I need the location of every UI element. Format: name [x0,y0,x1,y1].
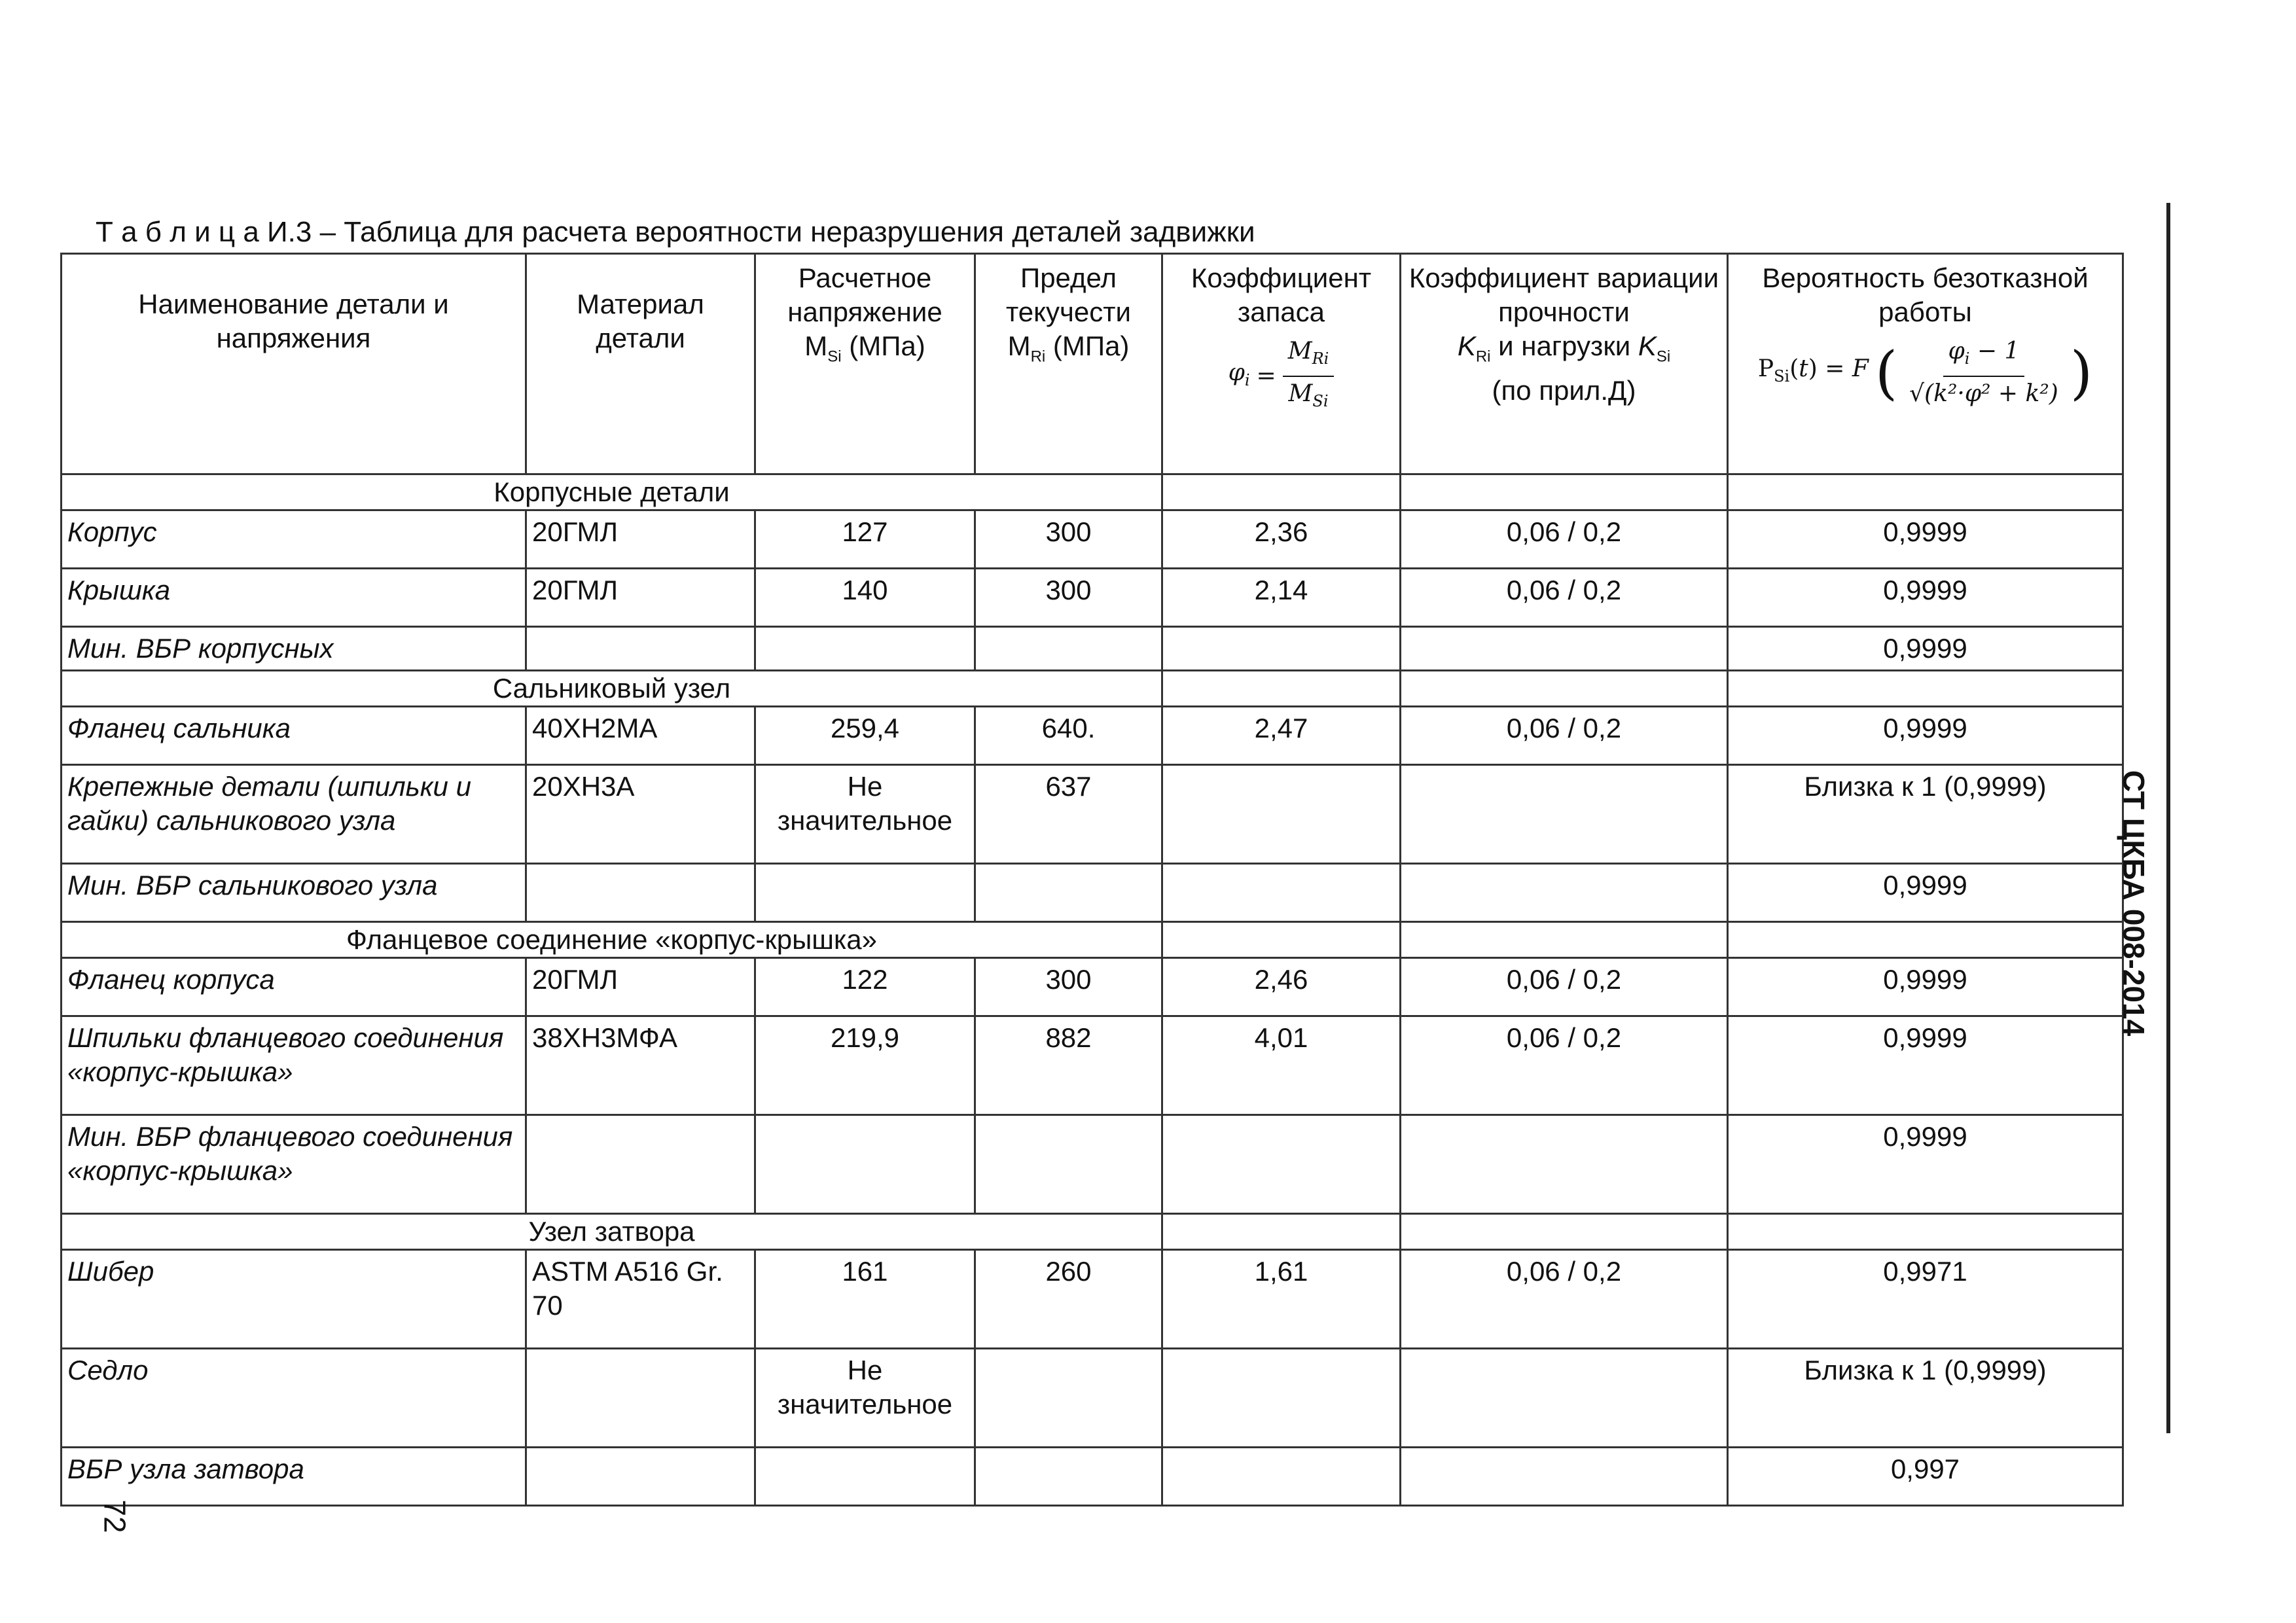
yield-strength: 640. [975,707,1162,765]
material: 20ХН3А [526,765,755,864]
design-stress: 127 [755,510,975,569]
summary-row [62,864,2123,922]
safety-factor-formula: $\varphi_i$ = $\frac{M_{Ri}}{M_{Si}}$ [1168,334,1394,418]
safety-factor: 2,47 [1162,707,1401,765]
material: 40ХН2МА [526,707,755,765]
material: 20ГМЛ [526,958,755,1016]
material: 20ГМЛ [526,569,755,627]
yield-strength: 882 [975,1016,1162,1115]
variation-coefficient: 0,06 / 0,2 [1401,958,1728,1016]
part-name: Крышка [62,569,526,627]
design-stress: 219,9 [755,1016,975,1115]
table-row [62,1349,2123,1448]
summary-label: Мин. ВБР корпусных [62,627,526,671]
header-part-name: Наименование детали и напряжения [62,254,526,474]
material: 20ГМЛ [526,510,755,569]
yield-strength: 300 [975,569,1162,627]
reliability: 0,9971 [1728,1250,2123,1349]
table-row [62,1016,2123,1115]
table-row [62,1250,2123,1349]
summary-row [62,1115,2123,1214]
reliability: 0,9999 [1728,707,2123,765]
yield-strength: 300 [975,510,1162,569]
material: 38ХН3МФА [526,1016,755,1115]
variation-coefficient: 0,06 / 0,2 [1401,510,1728,569]
design-stress: Не значительное [755,1349,975,1448]
safety-factor: 2,14 [1162,569,1401,627]
probability-table [60,253,2124,1507]
yield-strength: 637 [975,765,1162,864]
reliability: 0,9999 [1728,1115,2123,1214]
right-margin-rule [2166,203,2170,1433]
reliability: 0,9999 [1728,864,2123,922]
part-name: Крепежные детали (шпильки и гайки) сальникового узла [62,765,526,864]
safety-factor: 2,36 [1162,510,1401,569]
reliability: 0,997 [1728,1448,2123,1506]
part-name: Шпильки фланцевого соединения «корпус-крышка» [62,1016,526,1115]
table-row [62,569,2123,627]
section-title: Узел затвора [62,1214,1162,1250]
design-stress: 259,4 [755,707,975,765]
section-title: Сальниковый узел [62,671,1162,707]
header-variation-coefficient: Коэффициент вариации прочности $K_{Ri}$ и нагрузки $K_{Si}$ (по прил.Д) [1401,254,1728,474]
reliability: 0,9999 [1728,569,2123,627]
yield-strength: 300 [975,958,1162,1016]
reliability: 0,9999 [1728,510,2123,569]
safety-factor: 4,01 [1162,1016,1401,1115]
header-yield-strength: Предел текучести $M_{Ri}$ (МПа) [975,254,1162,474]
section-row [62,671,2123,707]
design-stress: Не значительное [755,765,975,864]
summary-row [62,627,2123,671]
part-name: Фланец сальника [62,707,526,765]
summary-label: Мин. ВБР фланцевого соединения «корпус-крышка» [62,1115,526,1214]
reliability: Близка к 1 (0,9999) [1728,765,2123,864]
summary-label: Мин. ВБР сальникового узла [62,864,526,922]
part-name: Корпус [62,510,526,569]
section-row [62,474,2123,510]
design-stress: 122 [755,958,975,1016]
section-title: Фланцевое соединение «корпус-крышка» [62,922,1162,958]
reliability: Близка к 1 (0,9999) [1728,1349,2123,1448]
table-row [62,958,2123,1016]
header-design-stress: Расчетное напряжение $M_{Si}$ (МПа) [755,254,975,474]
safety-factor: 2,46 [1162,958,1401,1016]
table-row [62,510,2123,569]
design-stress: 140 [755,569,975,627]
header-material: Материал детали [526,254,755,474]
variation-coefficient: 0,06 / 0,2 [1401,569,1728,627]
part-name: Седло [62,1349,526,1448]
summary-row [62,1448,2123,1506]
section-row [62,922,2123,958]
material: ASTM A516 Gr. 70 [526,1250,755,1349]
summary-label: ВБР узла затвора [62,1448,526,1506]
variation-coefficient: 0,06 / 0,2 [1401,1016,1728,1115]
yield-strength: 260 [975,1250,1162,1349]
document-code: СТ ЦКБА 008-2014 [2117,770,2151,1037]
reliability: 0,9999 [1728,1016,2123,1115]
section-title: Корпусные детали [62,474,1162,510]
part-name: Шибер [62,1250,526,1349]
section-row [62,1214,2123,1250]
reliability: 0,9999 [1728,627,2123,671]
table-caption: Т а б л и ц а И.3 – Таблица для расчета вероятности неразрушения деталей задвижки [96,216,1255,248]
safety-factor: 1,61 [1162,1250,1401,1349]
variation-coefficient: 0,06 / 0,2 [1401,1250,1728,1349]
design-stress: 161 [755,1250,975,1349]
table-header-row [62,254,2123,474]
page-number: 72 [98,1499,132,1533]
reliability: 0,9999 [1728,958,2123,1016]
table-row [62,765,2123,864]
reliability-formula: $P_{Si}(t) = F$ ( $\frac{\varphi_i - 1}{\text{√(k²·φ² + k²)}}$ ) [1734,334,2117,411]
part-name: Фланец корпуса [62,958,526,1016]
table-row [62,707,2123,765]
header-safety-factor: Коэффициент запаса $\varphi_i$ = $\frac{M_{Ri}}{M_{Si}}$ [1162,254,1401,474]
variation-coefficient: 0,06 / 0,2 [1401,707,1728,765]
header-reliability: Вероятность безотказной работы $P_{Si}(t) = F$ ( $\frac{\varphi_i - 1}{\text{√(k²·φ² + k²)}}$ ) [1728,254,2123,474]
